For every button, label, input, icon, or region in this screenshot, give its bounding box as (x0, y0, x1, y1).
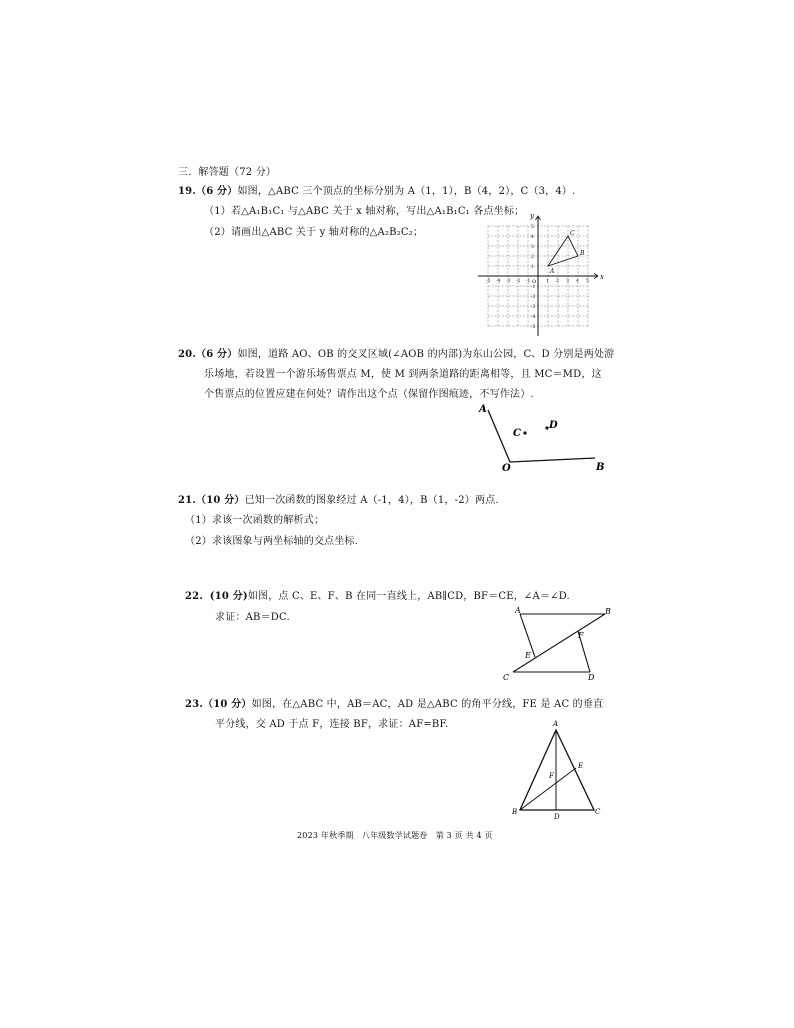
label-c: C (503, 673, 510, 682)
question-number: 22. (185, 591, 203, 602)
label-c: C (513, 428, 521, 439)
label-b: B (512, 808, 518, 816)
question-text: 如图，△ABC 三个顶点的坐标分别为 A（1，1），B（4，2），C（3，4）. (237, 186, 576, 197)
question-text-line-1: 如图，在△ABC 中，AB＝AC，AD 是△ABC 的角平分线，FE 是 AC 的垂直 (251, 699, 604, 710)
y-tick-label: 2 (531, 255, 534, 260)
x-tick-label: 5 (586, 279, 589, 284)
question-points: （10 分） (203, 699, 252, 710)
triangle-abc (548, 230, 585, 275)
question-21 (178, 494, 499, 507)
point-label-b: B (580, 250, 585, 257)
question-points: (10 分) (209, 591, 248, 602)
question-text-line-3: 个售票点的位置应建在何处？请作出这个点（保留作图痕迹，不写作法）. (204, 389, 534, 400)
question-19 (178, 185, 575, 198)
question-number: 19. (178, 186, 196, 197)
y-tick-label: 3 (531, 245, 534, 250)
axes (478, 212, 604, 336)
label-b: B (596, 462, 605, 473)
x-tick-label: 4 (576, 279, 579, 284)
page-footer: 2023 年秋季期 八年级数学试题卷 第 3 页 共 4 页 (297, 831, 493, 840)
q21-part-1: （1）求该一次函数的解析式； (185, 515, 325, 526)
label-d: D (554, 813, 560, 821)
label-a: A (479, 404, 487, 415)
y-tick-label: -1 (531, 285, 536, 290)
question-text-line-1: 如图，道路 AO、OB 的交叉区域(∠AOB 的内部)为东山公园，C、D 分别是两处游 (237, 349, 615, 360)
label-e: E (578, 762, 584, 770)
point-label-c: C (570, 230, 575, 237)
segment-cb (513, 614, 605, 672)
question-number: 21. (178, 495, 196, 506)
label-o: O (502, 463, 511, 474)
y-tick-label: 4 (531, 235, 534, 240)
y-tick-label: -3 (531, 305, 536, 310)
x-tick-label: -3 (506, 279, 511, 284)
y-tick-label: -5 (531, 325, 536, 330)
label-c: C (595, 808, 601, 816)
x-tick-label: 2 (556, 279, 559, 284)
x-tick-label: -2 (516, 279, 521, 284)
x-tick-label: -4 (496, 279, 501, 284)
triangle-abc (548, 236, 578, 266)
question-number: 20. (178, 349, 196, 360)
label-d: D (549, 420, 558, 431)
q21-part-2: （2）求该图象与两坐标轴的交点坐标. (185, 536, 359, 547)
question-20 (178, 348, 614, 361)
x-tick-label: 3 (566, 279, 569, 284)
label-b: B (605, 607, 611, 616)
question-number: 23. (185, 699, 203, 710)
section-heading: 三．解答题（72 分） (178, 167, 277, 178)
label-f: F (549, 772, 554, 780)
question-text-line-2: 平分线，交 AD 于点 F，连接 BF，求证：AF=BF. (215, 719, 449, 730)
x-tick-label: -5 (486, 279, 491, 284)
question-points: （6 分） (196, 349, 238, 360)
road-ao-ob (488, 410, 595, 462)
question-text: 已知一次函数的图象经过 A（-1，4），B（1，-2）两点. (244, 495, 499, 506)
y-axis-label: y (530, 212, 534, 220)
label-e: E (525, 651, 531, 660)
question-22 (185, 590, 570, 603)
x-tick-label: -1 (526, 279, 531, 284)
label-d: D (588, 673, 595, 682)
triangle-abc (520, 730, 594, 810)
label-a: A (553, 720, 559, 728)
q19-coordinate-grid (480, 212, 610, 333)
q23-figure (508, 718, 608, 823)
question-23 (185, 698, 603, 711)
label-a: A (515, 606, 521, 615)
question-points: （10 分） (196, 495, 245, 506)
q19-part-1: （1）若△A₁B₁C₁ 与△ABC 关于 x 轴对称，写出△A₁B₁C₁ 各点坐标； (204, 206, 525, 217)
question-text-line-2: 乐场地，若设置一个游乐场售票点 M，使 M 到两条道路的距离相等，且 MC＝MD，这 (204, 369, 602, 380)
segment-bf-e (520, 768, 576, 810)
point-c (523, 431, 526, 434)
question-points: （6 分） (196, 186, 238, 197)
origin-label: O (532, 279, 537, 285)
label-f: F (578, 631, 584, 640)
x-tick-label: 1 (546, 279, 549, 284)
q20-figure (470, 400, 620, 475)
q22-figure (505, 605, 625, 685)
y-tick-label: -2 (531, 295, 536, 300)
question-text: 如图，点 C、E、F、B 在同一直线上，AB∥CD，BF＝CE，∠A＝∠D. (247, 591, 570, 602)
y-tick-label: 1 (531, 265, 534, 270)
q19-part-2: （2）请画出△ABC 关于 y 轴对称的△A₂B₂C₂； (204, 227, 424, 238)
point-label-a: A (550, 268, 555, 275)
x-axis-label: x (600, 273, 604, 281)
y-tick-label: 5 (531, 225, 534, 230)
y-tick-label: -4 (531, 315, 536, 320)
q22-prove: 求证：AB＝DC. (215, 612, 290, 623)
